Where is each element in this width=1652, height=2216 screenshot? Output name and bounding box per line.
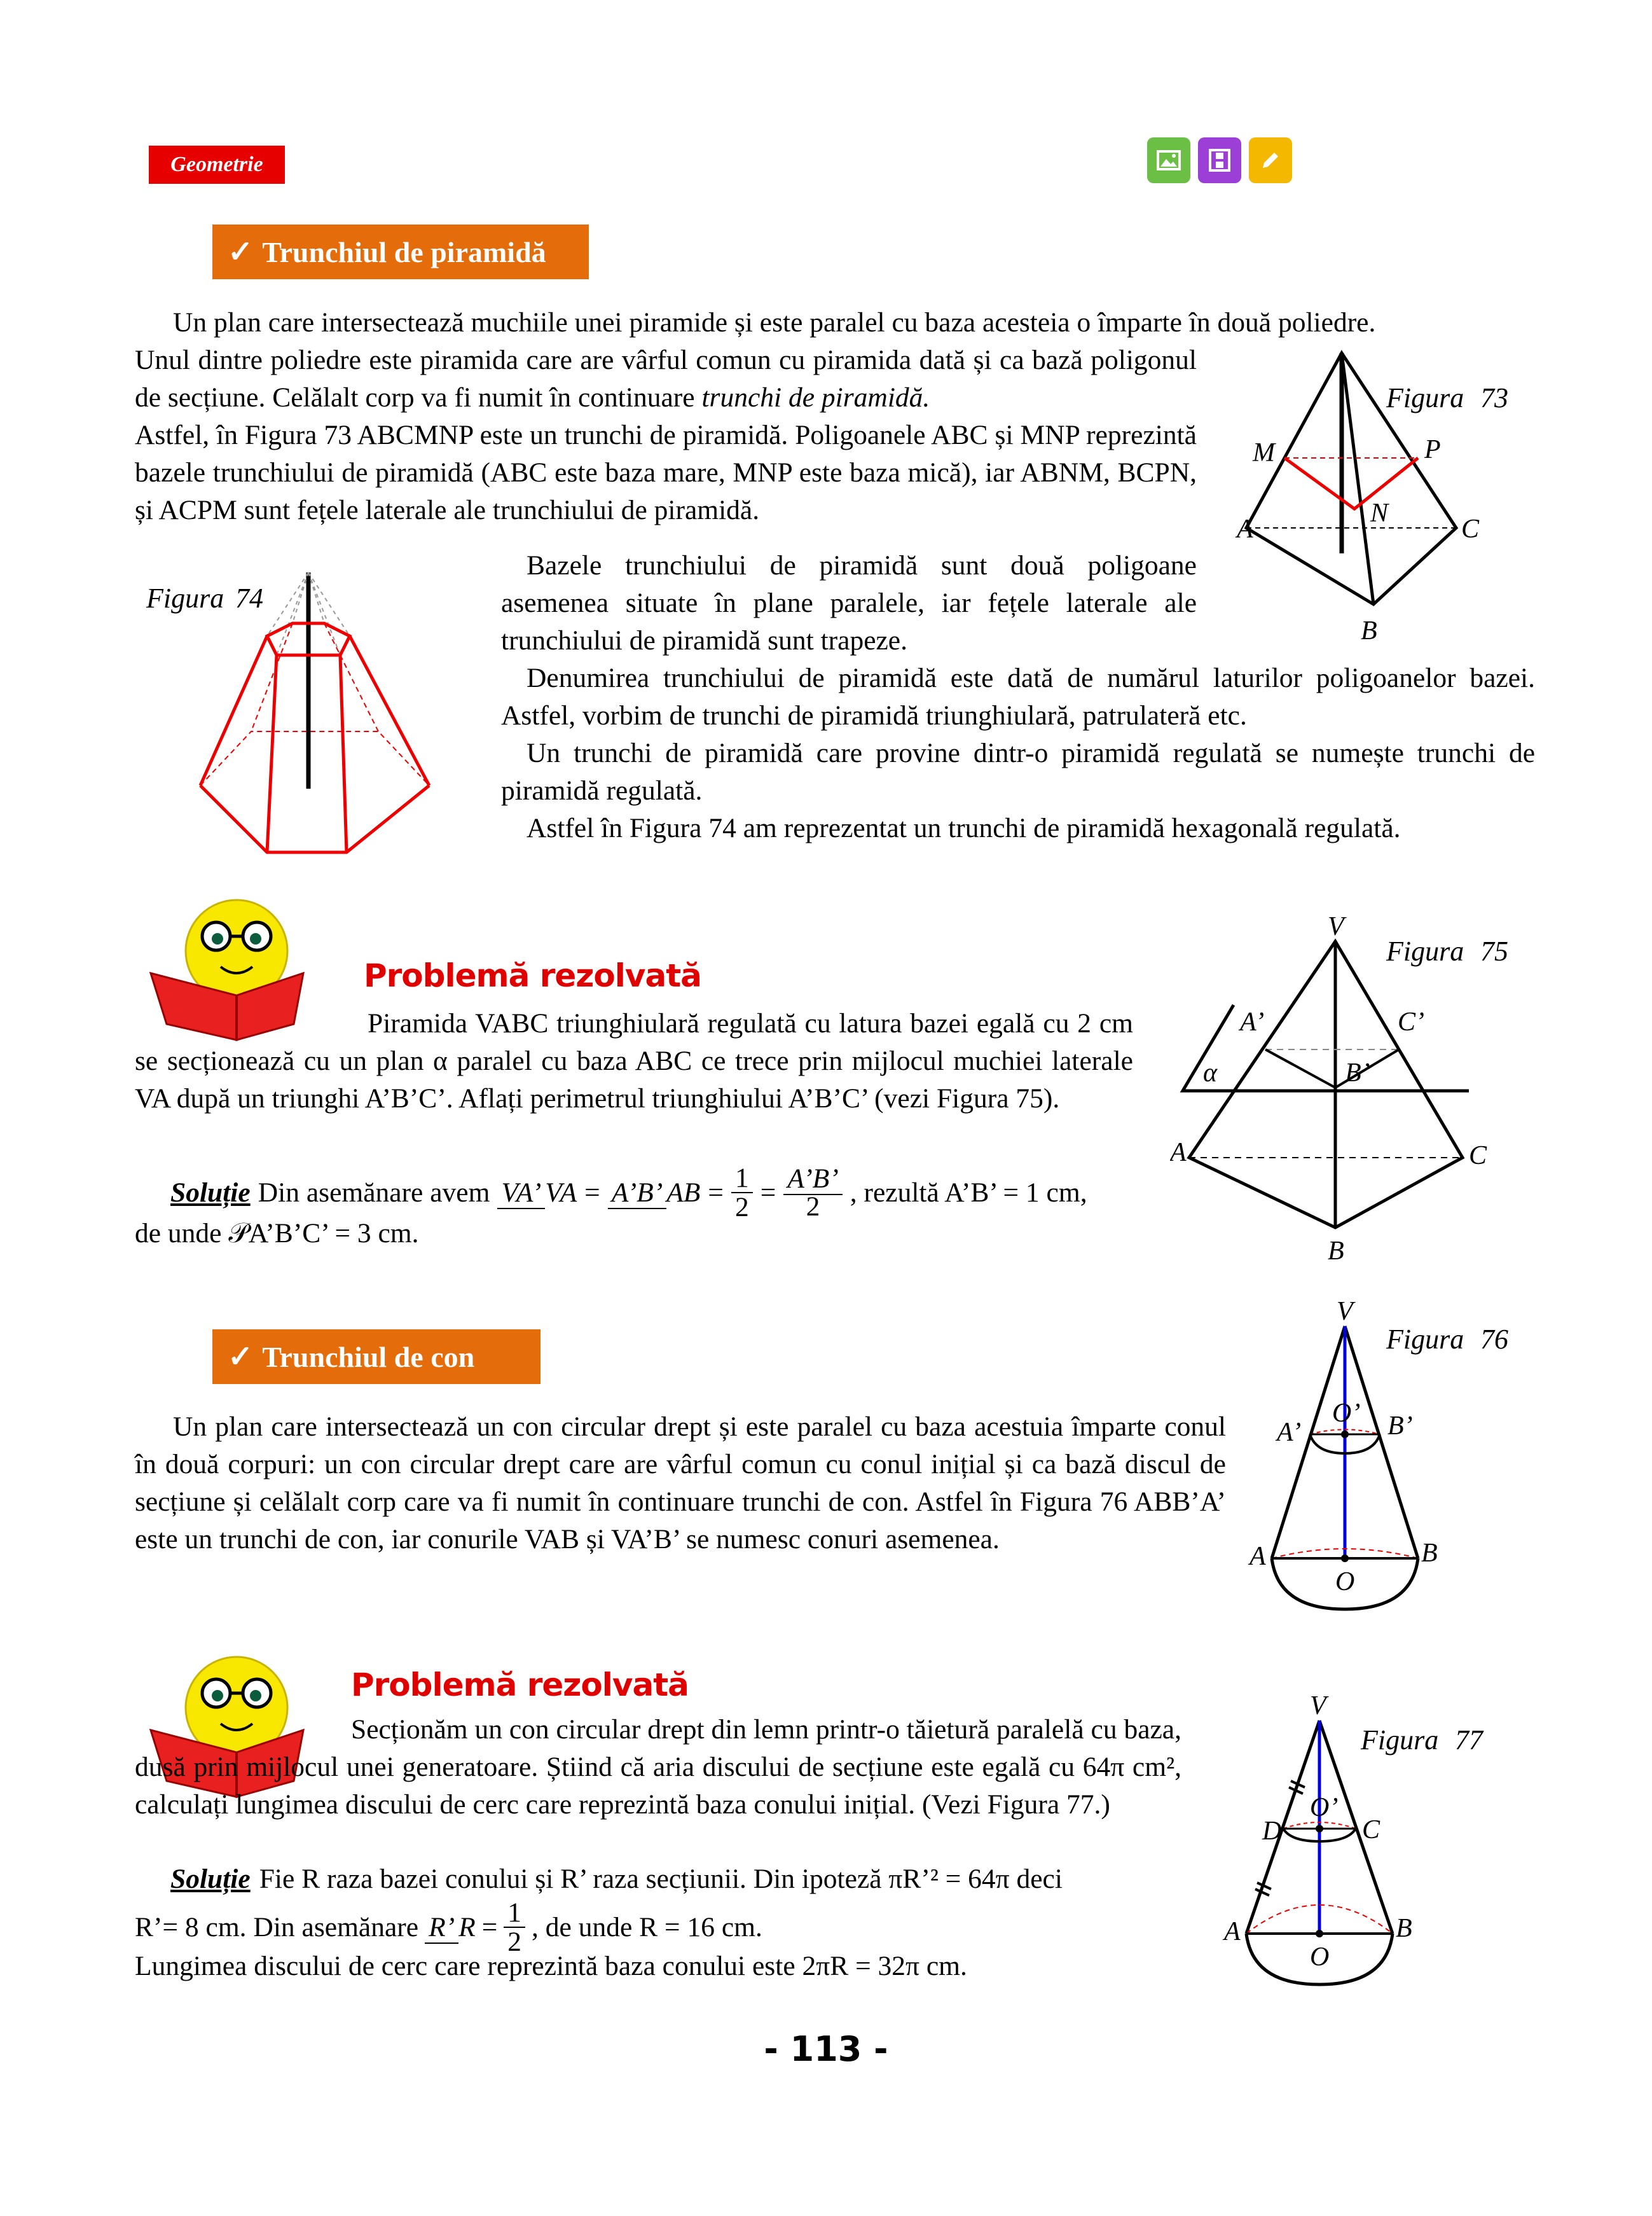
fig75-number: 75 <box>1480 936 1508 967</box>
figure-77 <box>1202 1686 1501 2004</box>
paragraph: Astfel, în Figura 73 ABCMNP este un trunchi de piramidă. Poligoanele ABC și MNP reprezintă bazele trunchiului de piramidă (ABC este baza mare, MNP este baza mică), iar ABNM, BCPN, și ACPM sunt fețele laterale ale trunchiului de piramidă. <box>135 420 1197 525</box>
check-icon: ✓ <box>228 235 254 269</box>
problem-statement: Piramida VABC triunghiulară regulată cu latura bazei egală cu 2 cm se secționează cu un plan α paralel cu baza ABC ce trece prin mijlocul muchiei laterale VA după un triunghi A’B’C’. Aflați perimetrul triunghiului A’B’C’ (vezi Figura 75). <box>135 1008 1133 1114</box>
fig75-label-c1: C’ <box>1398 1008 1424 1037</box>
page-number: - 113 - <box>764 2029 888 2069</box>
paragraph: Denumirea trunchiului de piramidă este dată de numărul laturilor poligoanelor bazei. Astfel, vorbim de trunchi de piramidă triunghiulară, patrulateră etc. <box>501 663 1535 731</box>
solution-label: Soluție <box>170 1864 251 1894</box>
paragraph: Un plan care intersectează muchiile unei piramide și este paralel cu baza acesteia o împarte în două poliedre. <box>173 307 1376 338</box>
fig76-number: 76 <box>1480 1324 1508 1355</box>
media-toolbar <box>1147 137 1292 183</box>
chapter-tag: Geometrie <box>149 146 285 184</box>
fig77-caption: Figura <box>1361 1724 1439 1755</box>
image-icon[interactable] <box>1147 137 1190 183</box>
fig76-label-a: A <box>1249 1542 1266 1571</box>
figure-74 <box>140 560 496 865</box>
figure-73 <box>1234 343 1526 661</box>
fig77-label-b: B <box>1396 1914 1412 1943</box>
fig74-caption: Figura <box>146 583 224 614</box>
fig76-label-b1: B’ <box>1387 1411 1413 1441</box>
fig77-number: 77 <box>1455 1724 1483 1755</box>
paragraph: Un plan care intersectează un con circular drept și este paralel cu baza acestuia împarte conul în două corpuri: un con circular drept care are vârful comun cu conul inițial și ca bază discul de secțiune și celălalt corp care va fi numit în continuare trunchi de con. Astfel în Figura 76 ABB’A’ este un trunchi de con, iar conurile VAB și VA’B’ se numesc conuri asemenea. <box>135 1411 1226 1555</box>
fig77-label-c: C <box>1362 1815 1380 1845</box>
problem-title: Problemă rezolvată <box>364 957 701 994</box>
fig76-caption: Figura <box>1386 1324 1464 1355</box>
fig75-label-alpha: α <box>1203 1058 1218 1088</box>
fig73-label-b: B <box>1361 616 1377 646</box>
fig76-label-o1: O’ <box>1332 1399 1361 1428</box>
fig73-label-n: N <box>1370 499 1389 528</box>
fig73-label-p: P <box>1424 435 1441 464</box>
fig77-label-d: D <box>1262 1817 1282 1846</box>
fig74-number: 74 <box>235 583 263 614</box>
problem-statement: Secționăm un con circular drept din lemn printr-o tăietură paralelă cu baza, dusă prin mijlocul unei generatoare. Știind că aria discului de secțiune este egală cu 64π cm², calculați lungimea discului de cerc care reprezintă baza conului inițial. (Vezi Figura 77.) <box>135 1714 1181 1820</box>
fig76-label-o: O <box>1335 1567 1355 1596</box>
figure-75 <box>1170 903 1526 1278</box>
fig73-label-a: A <box>1237 515 1253 544</box>
solution-line: Soluție Din asemănare avem VA’ VA = A’B’ AB = $\frac{1}{2}$ = $\frac{A’B’}{2}$ , rezultă A’B’ = 1 cm, <box>170 1163 1087 1222</box>
fig75-label-b: B <box>1328 1236 1344 1266</box>
section-title-text: Trunchiul de con <box>262 1340 475 1373</box>
fig77-label-o: O <box>1310 1942 1330 1972</box>
film-icon[interactable] <box>1198 137 1241 183</box>
section-title-trunchi-con <box>212 1329 540 1384</box>
fig73-number: 73 <box>1480 382 1508 413</box>
solution-line-3: Lungimea discului de cerc care reprezintă baza conului este 2πR = 32π cm. <box>135 1951 967 1981</box>
fig75-label-c: C <box>1469 1141 1487 1170</box>
fig75-label-v: V <box>1328 912 1344 941</box>
check-icon: ✓ <box>228 1340 254 1374</box>
paragraph: Unul dintre poliedre este piramida care are vârful comun cu piramida dată și ca bază poligonul de secțiune. Celălalt corp va fi numit în continuare trunchi de piramidă. <box>135 345 1197 413</box>
fig76-label-v: V <box>1337 1297 1353 1326</box>
paragraph: Bazele trunchiului de piramidă sunt două poligoane asemenea situate în plane paralele, iar fețele laterale ale trunchiului de piramidă sunt trapeze. <box>501 550 1197 656</box>
paragraph: Un trunchi de piramidă care provine dintr-o piramidă regulată se numește trunchi de piramidă regulată. <box>501 738 1535 806</box>
fig73-caption: Figura <box>1386 382 1464 413</box>
fig73-label-c: C <box>1461 515 1480 544</box>
fig75-label-a: A <box>1170 1138 1187 1167</box>
section-title-trunchi-piramida <box>212 225 589 279</box>
solution-label: Soluție <box>170 1177 251 1208</box>
fig77-label-o1: O’ <box>1310 1793 1339 1822</box>
section-title-text: Trunchiul de piramidă <box>262 235 546 268</box>
paragraph: Astfel în Figura 74 am reprezentat un trunchi de piramidă hexagonală regulată. <box>527 813 1401 843</box>
fig75-caption: Figura <box>1386 936 1464 967</box>
fig77-label-v: V <box>1310 1691 1326 1721</box>
pencil-icon[interactable] <box>1249 137 1292 183</box>
problem-title: Problemă rezolvată <box>351 1666 689 1703</box>
fig75-label-a1: A’ <box>1240 1008 1265 1037</box>
fig75-label-b1: B’ <box>1345 1058 1370 1088</box>
fig76-label-b: B <box>1421 1539 1438 1568</box>
figure-76 <box>1240 1291 1526 1622</box>
fig76-label-a1: A’ <box>1277 1418 1302 1447</box>
solution-line-2: de unde 𝒫A’B’C’ = 3 cm. <box>135 1218 419 1249</box>
fig77-label-a: A <box>1224 1917 1241 1946</box>
solution-line-2: R’= 8 cm. Din asemănare R’ R = $\frac{1}{2}$ , de unde R = 16 cm. <box>135 1897 762 1957</box>
fig73-label-m: M <box>1253 438 1275 467</box>
solution-line: Soluție Fie R raza bazei conului și R’ raza secțiunii. Din ipoteză πR’² = 64π deci <box>170 1860 1156 1898</box>
